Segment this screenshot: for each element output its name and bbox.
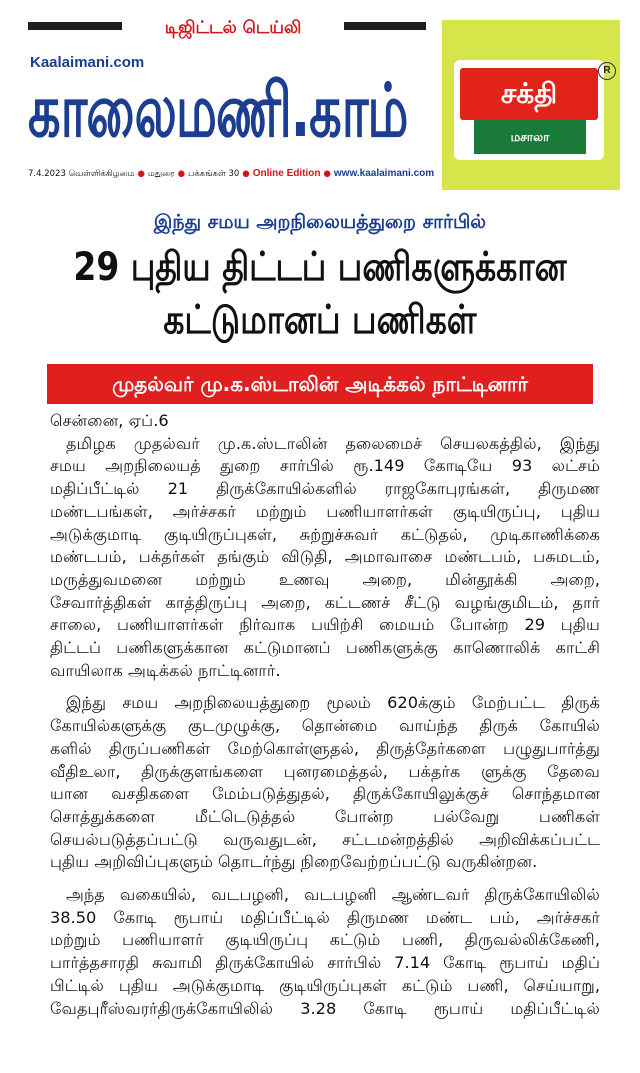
headline-kicker: இந்து சமய அறநிலையத்துறை சார்பில் (153, 211, 487, 233)
text-line: வீதிஉலா, திருக்குளங்களை புனரமைத்தல், பக்தர்க ளுக்கு தேவை (50, 761, 600, 781)
text-line: சொத்துக்களை மீட்டெடுத்தல் போன்ற பல்வேறு பணிகள் (50, 806, 600, 826)
newspaper-logo: காலைமணி.காம் (28, 69, 408, 156)
text-line: திட்டப் பணிகளுக்கான கட்டுமானப் பணிகளுக்கு காணொலிக் காட்சி (50, 638, 600, 658)
article-body (50, 410, 600, 1020)
edition-pages: பக்கங்கள் 30 (188, 169, 240, 179)
text-line: மதிப்பீட்டில் 21 திருக்கோயில்களில் ராஜகோபுரங்கள், திருமண (50, 479, 600, 499)
separator-dot-icon: ● (137, 169, 145, 179)
text-line: வாயிலாக அடிக்கல் நாட்டினார். (50, 660, 281, 680)
masthead (0, 0, 640, 196)
dateline: சென்னை, ஏப்.6 (50, 411, 169, 430)
digital-daily-label: டிஜிட்டல் டெய்லி (122, 16, 344, 40)
text-line: மண்டபங்கள், அர்ச்சகர் மற்றும் பணியாளர்கள் குடியிருப்பு, புதிய (50, 501, 600, 521)
text-line: மண்டபம், பக்தர்கள் தங்கும் விடுதி, அமாவாசை மண்டபம், பசுமடம், (50, 547, 600, 567)
text-line: புதிய அறிவிப்புகளும் தொடர்ந்து நிறைவேற்றப்பட்டு வருகின்றன. (50, 852, 538, 872)
text-line: சாலை, பணியாளர்கள் நிர்வாக பயிற்சி மையம் போன்ற 29 புதிய (50, 615, 600, 635)
separator-dot-icon: ● (323, 169, 331, 179)
paragraph-3 (50, 884, 600, 1020)
main-headline-line-2: கட்டுமானப் பணிகள் (163, 296, 477, 343)
text-line: வேதபுரீஸ்வரர்திருக்கோயிலில் 3.28 கோடி ரூபாய் மதிப்பீட்டில் (50, 998, 600, 1018)
text-line: யான வசதிகளை மேம்படுத்துதல், திருக்கோயிலுக்குச் சொந்தமான (50, 784, 600, 804)
text-line: பிட்டில் புதிய அடுக்குமாடி குடியிருப்புகள் கட்டும் பணி, செய்யாறு, (50, 975, 600, 995)
text-line: அந்த வகையில், வடபழனி, வடபழனி ஆண்டவர் திருக்கோயிலில் (66, 885, 600, 905)
separator-dot-icon: ● (177, 169, 185, 179)
masthead-title-block (28, 16, 435, 191)
website-url[interactable]: www.kaalaimani.com (333, 168, 435, 179)
main-headline-line-1: 29 புதிய திட்டப் பணிகளுக்கான (73, 243, 567, 290)
edition-info-line (28, 168, 435, 180)
online-edition-label: Online Edition (252, 168, 321, 179)
edition-city: மதுரை (147, 169, 175, 179)
edition-date: 7.4.2023 வெள்ளிக்கிழமை (28, 169, 135, 179)
text-line: பார்த்தசாரதி சுவாமி திருக்கோயில் சார்பில் 7.14 கோடி ரூபாய் மதிப் (50, 953, 600, 973)
text-line: இந்து சமய அறநிலையத்துறை மூலம் 620க்கும் மேற்பட்ட திருக் (66, 693, 600, 713)
text-line: மருத்துவமனை மற்றும் உணவு அறை, மின்தூக்கி அறை, (50, 569, 600, 589)
ad-brand-name: சக்தி (460, 68, 598, 120)
text-line: களில் திருப்பணிகள் மேற்கொள்ளுதல், திருத்தேர்களை பழுதுபார்த்து (50, 738, 600, 758)
ad-product-name: மசாலா (474, 120, 586, 154)
text-line: கோயில்களுக்கு குடமுழுக்கு, தொன்மை வாய்ந்த திருக் கோயில் (50, 716, 600, 736)
text-line: சேவார்த்திகள் காத்திருப்பு அறை, கட்டணச் சீட்டு வழங்குமிடம், தார் (50, 592, 600, 612)
text-line: அடுக்குமாடி குடியிருப்புகள், சுற்றுச்சுவர் கட்டுதல், முடிகாணிக்கை (50, 524, 600, 544)
subheadline-banner: முதல்வர் மு.க.ஸ்டாலின் அடிக்கல் நாட்டினார் (47, 364, 593, 404)
text-line: மற்றும் பணியாளர் குடியிருப்பு கட்டும் பணி, திருவல்லிக்கேணி, (50, 930, 600, 950)
site-domain-small: Kaalaimani.com (30, 54, 145, 71)
paragraph-2 (50, 692, 600, 874)
text-line: செயல்படுத்தப்பட்டு வருவதுடன், சட்டமன்றத்தில் அறிவிக்கப்பட்ட (50, 829, 600, 849)
separator-dot-icon: ● (242, 169, 250, 179)
ad-logo-card (454, 60, 604, 160)
text-line: தமிழக முதல்வர் மு.க.ஸ்டாலின் தலைமைச் செயலகத்தில், இந்து (66, 433, 600, 453)
paragraph-1 (50, 433, 600, 683)
text-line: 38.50 கோடி ரூபாய் மதிப்பீட்டில் திருமண மண்ட பம், அர்ச்சகர் (50, 907, 600, 927)
registered-mark-icon: R (598, 62, 616, 80)
sakthi-masala-ad[interactable] (442, 20, 620, 190)
text-line: சமய அறநிலையத் துறை சார்பில் ரூ.149 கோடியே 93 லட்சம் (50, 456, 600, 476)
